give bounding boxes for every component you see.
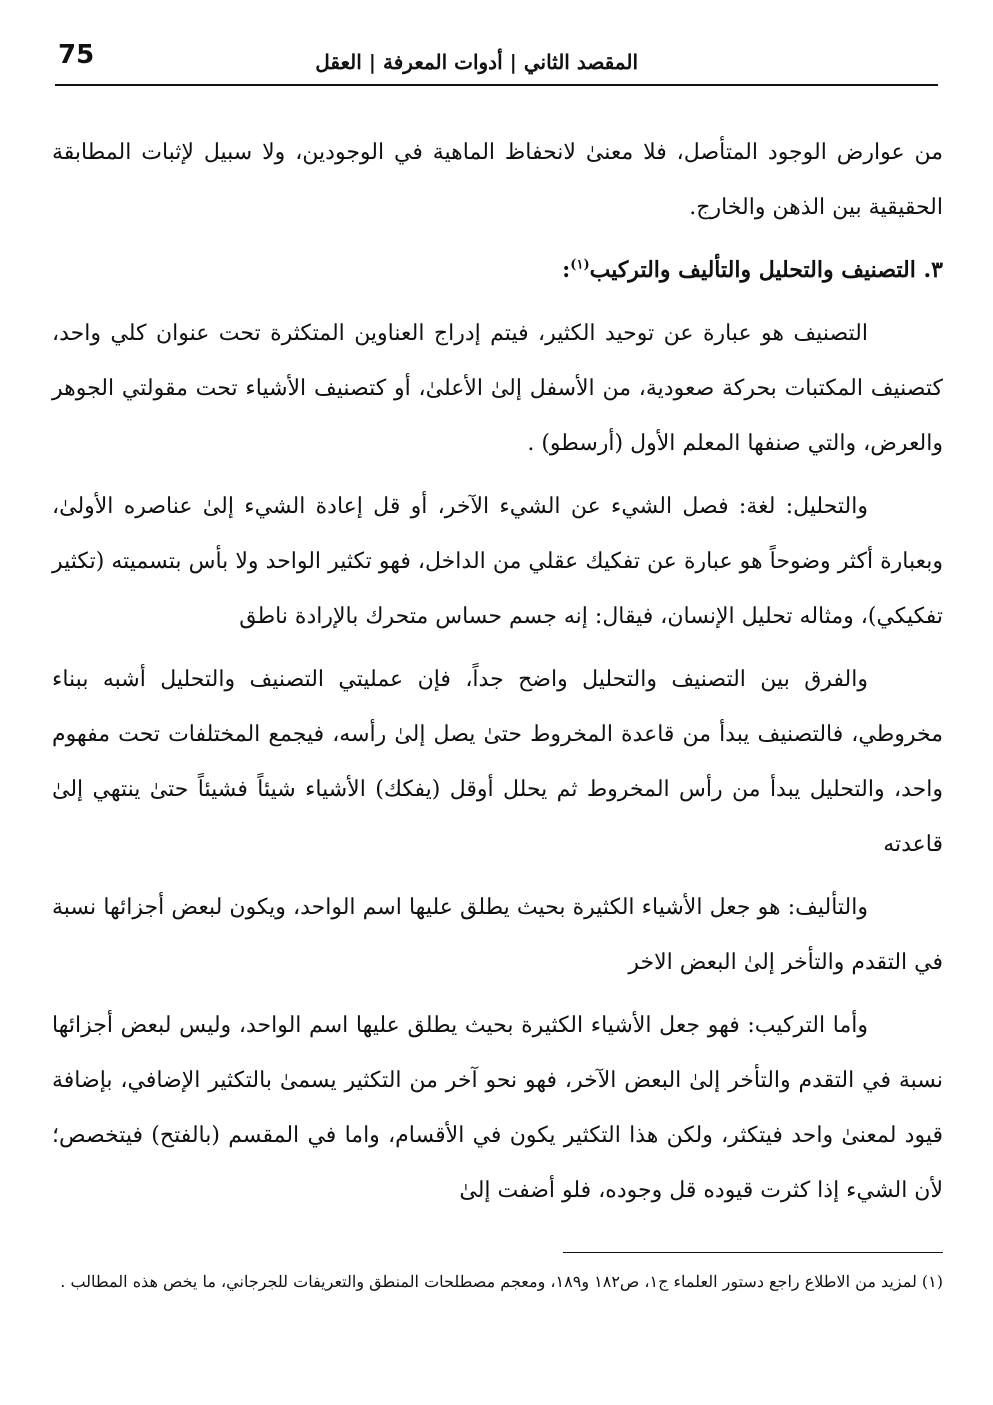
footnote-reference: (١) <box>570 257 590 273</box>
paragraph-synthesis: وأما التركيب: فهو جعل الأشياء الكثيرة بحيث يطلق عليها اسم الواحد، وليس لبعض أجزائها نسبة في التقدم والتأخر إلىٰ البعض الآخر، فهو نحو آخر من التكثير يسمىٰ بالتكثير الإضافي، بإضافة قيود لمعنىٰ واحد فيتكثر، ولكن هذا التكثير يكون في الأقسام، واما في المقسم (بالفتح) فيتخصص؛ لأن الشيء إذا كثرت قيوده قل وجوده، فلو أضفت إلىٰ <box>52 1013 943 1203</box>
page-number: 75 <box>58 40 95 70</box>
body-text <box>52 125 943 1226</box>
paragraph-continuation: من عوارض الوجود المتأصل، فلا معنىٰ لانحفاظ الماهية في الوجودين، ولا سبيل لإثبات المطابقة الحقيقية بين الذهن والخارج. <box>52 140 943 220</box>
paragraph-composition: والتأليف: هو جعل الأشياء الكثيرة بحيث يطلق عليها اسم الواحد، ويكون لبعض أجزائها نسبة في التقدم والتأخر إلىٰ البعض الاخر <box>52 895 943 975</box>
paragraph-analysis: والتحليل: لغة: فصل الشيء عن الشيء الآخر، أو قل إعادة الشيء إلىٰ عناصره الأولىٰ، وبعبارة أكثر وضوحاً هو عبارة عن تفكيك عقلي من الداخل، فهو تكثير الواحد ولا بأس بتسميته (تكثير تفكيكي)، ومثاله تحليل الإنسان، فيقال: إنه جسم حساس متحرك بالإرادة ناطق <box>52 494 943 629</box>
section-heading-text: ٣. التصنيف والتحليل والتأليف والتركيب <box>589 257 943 283</box>
header-divider <box>55 84 938 86</box>
footnote-text: (١) لمزيد من الاطلاع راجع دستور العلماء ج١، ص١٨٢ و١٨٩، ومعجم مصطلحات المنطق والتعريفات للجرجاني، ما يخص هذه المطالب . <box>60 1272 943 1291</box>
footnote <box>52 1264 943 1300</box>
running-header: المقصد الثاني | أدوات المعرفة | العقل <box>315 50 638 74</box>
paragraph-difference: والفرق بين التصنيف والتحليل واضح جداً، فإن عمليتي التصنيف والتحليل أشبه ببناء مخروطي، فالتصنيف يبدأ من قاعدة المخروط حتىٰ يصل إلىٰ رأسه، فيجمع المختلفات تحت مفهوم واحد، والتحليل يبدأ من رأس المخروط ثم يحلل أوقل (يفكك) الأشياء شيئاً فشيئاً حتىٰ ينتهي إلىٰ قاعدته <box>52 667 943 857</box>
paragraph-classification: التصنيف هو عبارة عن توحيد الكثير، فيتم إدراج العناوين المتكثرة تحت عنوان كلي واحد، كتصنيف المكتبات بحركة صعودية، من الأسفل إلىٰ الأعلىٰ، أو كتصنيف الأشياء تحت مقولتي الجوهر والعرض، والتي صنفها المعلم الأول (أرسطو) . <box>52 321 943 456</box>
footnote-divider <box>563 1252 943 1253</box>
section-heading <box>52 243 943 298</box>
section-heading-colon: : <box>562 257 571 283</box>
